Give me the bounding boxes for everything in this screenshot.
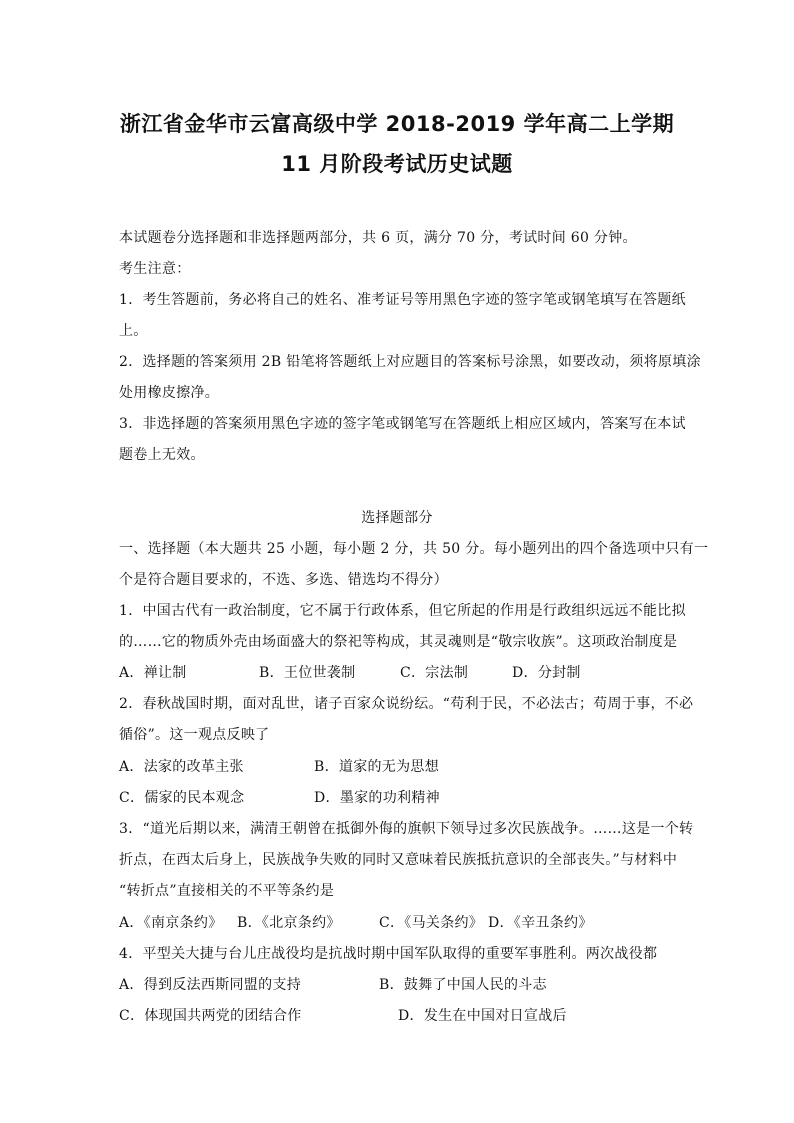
question-3-option-a: A．《南京条约》: [119, 915, 223, 931]
question-3-option-b: B．《北京条约》: [237, 915, 341, 931]
notice-item-3-cont: 题卷上无效。: [119, 447, 205, 463]
question-2-option-c: C．儒家的民本观念: [119, 790, 245, 806]
question-4-option-a: A．得到反法西斯同盟的支持: [119, 977, 302, 993]
question-3-option-c: C．《马关条约》: [379, 915, 484, 931]
question-2-option-d: D．墨家的功利精神: [314, 790, 440, 806]
exam-title-line-2: 11 月阶段考试历史试题: [281, 152, 513, 176]
question-2-option-a: A．法家的改革主张: [119, 759, 244, 775]
question-1-option-d: D．分封制: [512, 665, 581, 681]
section-description-cont: 个是符合题目要求的，不选、多选、错选均不得分）: [119, 572, 448, 588]
question-1-stem: 1．中国古代有一政治制度，它不属于行政体系，但它所起的作用是行政组织远远不能比拟: [119, 603, 686, 619]
question-3-stem: 3．“道光后期以来，满清王朝曾在抵御外侮的旗帜下领导过多次民族战争。……这是一个转: [119, 821, 694, 837]
question-2-option-b: B．道家的无为思想: [314, 759, 439, 775]
notice-item-3: 3．非选择题的答案须用黑色字迹的签字笔或钢笔写在答题纸上相应区域内，答案写在本试: [119, 416, 686, 432]
notice-item-2: 2．选择题的答案须用 2B 铅笔将答题纸上对应题目的答案标号涂黑，如要改动，须将原填涂: [119, 354, 701, 370]
question-1-option-b: B．王位世袭制: [259, 665, 356, 681]
section-description: 一、选择题（本大题共 25 小题，每小题 2 分，共 50 分。每小题列出的四个备选项中只有一: [119, 541, 709, 557]
question-4-option-c: C．体现国共两党的团结合作: [119, 1008, 302, 1024]
notice-item-1: 1．考生答题前，务必将自己的姓名、准考证号等用黑色字迹的签字笔或钢笔填写在答题纸: [119, 292, 686, 308]
question-2-stem: 2．春秋战国时期，面对乱世，诸子百家众说纷纭。“苟利于民，不必法古；苟周于事，不必: [119, 696, 694, 712]
question-3-option-d: D．《辛丑条约》: [488, 915, 593, 931]
notice-item-2-cont: 处用橡皮擦净。: [119, 385, 220, 401]
notice-item-1-cont: 上。: [119, 323, 148, 339]
question-1-option-c: C．宗法制: [400, 665, 469, 681]
intro-text: 本试题卷分选择题和非选择题两部分，共 6 页，满分 70 分，考试时间 60 分钟。: [119, 230, 637, 246]
question-4-option-b: B．鼓舞了中国人民的斗志: [379, 977, 547, 993]
question-4-stem: 4．平型关大捷与台儿庄战役均是抗战时期中国军队取得的重要军事胜利。两次战役都: [119, 946, 658, 962]
question-1-stem-cont: 的……它的物质外壳由场面盛大的祭祀等构成，其灵魂则是“敬宗收族”。这项政治制度是: [119, 634, 678, 650]
question-4-option-d: D．发生在中国对日宣战后: [398, 1008, 567, 1024]
notice-heading: 考生注意：: [119, 261, 191, 277]
exam-title-line-1: 浙江省金华市云富高级中学 2018-2019 学年高二上学期: [119, 112, 675, 136]
question-3-stem-cont-2: “转折点”直接相关的不平等条约是: [119, 883, 335, 899]
question-3-stem-cont: 折点，在西太后身上，民族战争失败的同时又意味着民族抵抗意识的全部丧失。”与材料中: [119, 852, 678, 868]
question-2-stem-cont: 循俗”。这一观点反映了: [119, 727, 270, 743]
question-1-option-a: A．禅让制: [119, 665, 187, 681]
section-heading: 选择题部分: [361, 510, 433, 526]
